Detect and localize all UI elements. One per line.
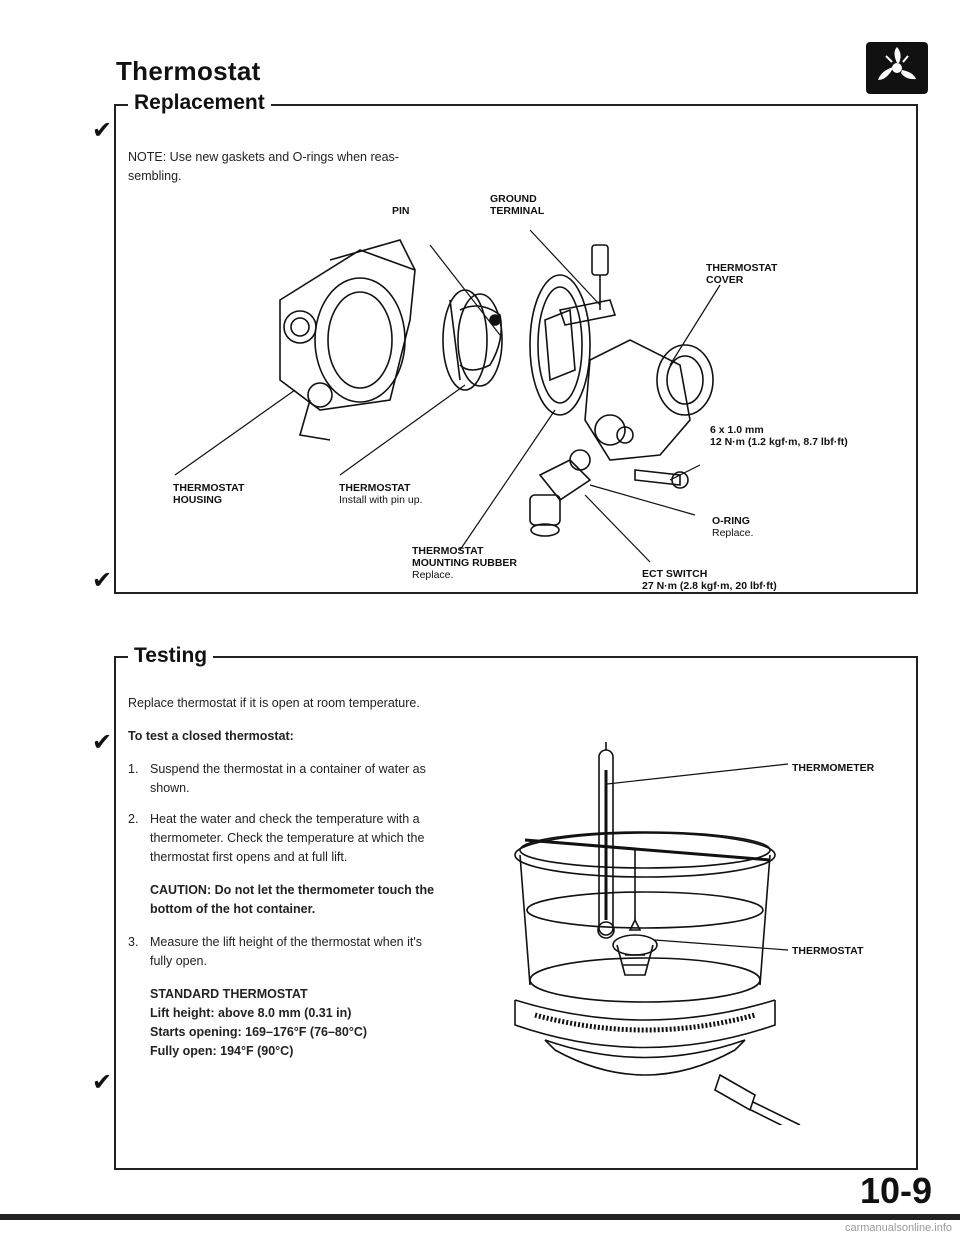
caution-line: CAUTION: Do not let the thermometer touch the bbox=[150, 883, 435, 897]
step-text bbox=[150, 810, 434, 919]
label-line: 12 N·m (1.2 kgf·m, 8.7 lbf·ft) bbox=[710, 436, 848, 448]
spec-line: Lift height: above 8.0 mm (0.31 in) bbox=[150, 1006, 352, 1020]
label-thermostat bbox=[339, 482, 422, 506]
step-line: thermometer. Check the temperature at which the bbox=[150, 831, 425, 845]
water-container-drawing bbox=[515, 832, 800, 1125]
label-line: THERMOSTAT bbox=[173, 482, 245, 494]
standard-thermostat-spec bbox=[150, 985, 422, 1061]
ect-switch-drawing bbox=[530, 450, 590, 536]
label-line: TERMINAL bbox=[490, 205, 545, 217]
watermark: carmanualsonline.info bbox=[844, 1222, 952, 1234]
margin-check-mark-icon: ✔ bbox=[92, 117, 113, 144]
label-line: Replace. bbox=[412, 569, 454, 581]
step-item bbox=[128, 933, 508, 1061]
label-line: O-RING bbox=[712, 515, 750, 527]
caution-line: bottom of the hot container. bbox=[150, 902, 316, 916]
step-line: fully open. bbox=[150, 954, 207, 968]
suspended-thermostat-drawing bbox=[525, 840, 770, 975]
caution-text bbox=[150, 881, 434, 919]
thermostat-test-diagram bbox=[505, 740, 805, 1125]
label-line: MOUNTING RUBBER bbox=[412, 557, 517, 569]
label-mounting-rubber bbox=[412, 545, 517, 581]
thermostat-cover-drawing bbox=[585, 340, 713, 488]
label-line: Replace. bbox=[712, 527, 754, 539]
label-thermometer: THERMOMETER bbox=[792, 762, 875, 774]
step-item bbox=[128, 810, 508, 919]
step-text bbox=[150, 933, 422, 1061]
label-line: GROUND bbox=[490, 193, 537, 205]
label-thermostat-cover bbox=[706, 262, 777, 286]
label-line: COVER bbox=[706, 274, 744, 286]
thermostat-exploded-diagram bbox=[160, 190, 900, 575]
spec-line: Starts opening: 169–176°F (76–80°C) bbox=[150, 1025, 368, 1039]
margin-check-mark-icon: ✔ bbox=[92, 1069, 113, 1096]
bottom-rule bbox=[0, 1214, 960, 1220]
label-line: THERMOSTAT bbox=[339, 482, 411, 494]
label-pin: PIN bbox=[392, 205, 410, 217]
label-ect-switch bbox=[642, 568, 777, 592]
label-line: 6 x 1.0 mm bbox=[710, 424, 764, 436]
spec-title: STANDARD THERMOSTAT bbox=[150, 987, 308, 1001]
step-number: 1. bbox=[128, 762, 139, 776]
label-test-thermostat: THERMOSTAT bbox=[792, 945, 864, 957]
testing-subhead: To test a closed thermostat: bbox=[128, 729, 294, 743]
thermostat-housing-drawing bbox=[280, 240, 415, 440]
label-line: THERMOSTAT bbox=[706, 262, 778, 274]
step-line: Suspend the thermostat in a container of water as bbox=[150, 762, 426, 776]
label-ground-terminal bbox=[490, 193, 544, 217]
label-line: 27 N·m (2.8 kgf·m, 20 lbf·ft) bbox=[642, 580, 777, 592]
step-line: thermostat first opens and at full lift. bbox=[150, 850, 348, 864]
margin-check-mark-icon: ✔ bbox=[92, 729, 113, 756]
step-text bbox=[150, 760, 426, 798]
replacement-note bbox=[128, 148, 399, 186]
label-line: Install with pin up. bbox=[339, 494, 423, 506]
step-number: 2. bbox=[128, 812, 139, 826]
label-thermostat-housing bbox=[173, 482, 244, 506]
step-line: shown. bbox=[150, 781, 190, 795]
testing-heading: Testing bbox=[128, 644, 213, 668]
label-o-ring bbox=[712, 515, 753, 539]
step-item bbox=[128, 760, 508, 798]
step-line: Heat the water and check the temperature with a bbox=[150, 812, 420, 826]
label-line: THERMOSTAT bbox=[412, 545, 484, 557]
label-line: HOUSING bbox=[173, 494, 223, 506]
mounting-rubber-drawing bbox=[530, 275, 590, 415]
note-line: sembling. bbox=[128, 169, 182, 183]
cooling-fan-logo-icon bbox=[866, 42, 928, 94]
replacement-heading: Replacement bbox=[128, 91, 271, 115]
testing-text bbox=[128, 694, 508, 1061]
thermostat-drawing bbox=[443, 290, 502, 390]
step-number: 3. bbox=[128, 935, 139, 949]
spec-line: Fully open: 194°F (90°C) bbox=[150, 1044, 294, 1058]
margin-check-mark-icon: ✔ bbox=[92, 567, 113, 594]
label-line: ECT SWITCH bbox=[642, 568, 708, 580]
label-bolt-spec bbox=[710, 424, 848, 448]
thermometer-drawing bbox=[598, 742, 614, 938]
note-line: NOTE: Use new gaskets and O-rings when reas- bbox=[128, 150, 399, 164]
testing-intro: Replace thermostat if it is open at room temperature. bbox=[128, 696, 420, 710]
page-title: Thermostat bbox=[116, 56, 261, 86]
step-line: Measure the lift height of the thermostat when it's bbox=[150, 935, 422, 949]
page-number: 10-9 bbox=[859, 1170, 932, 1211]
